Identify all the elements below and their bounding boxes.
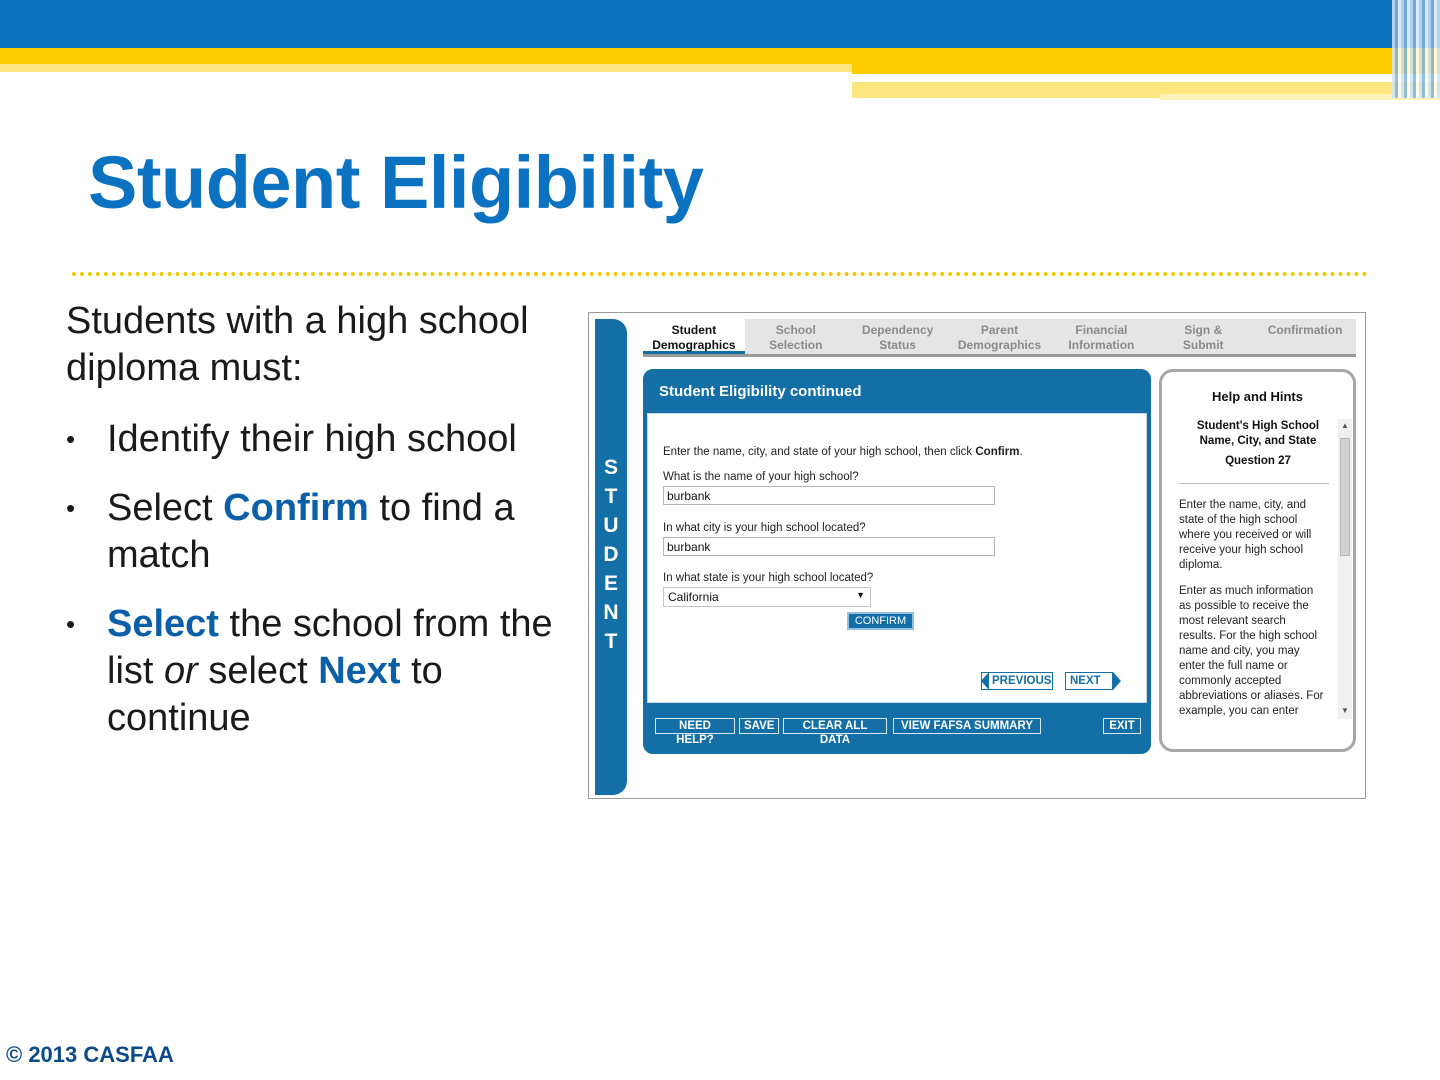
- student-label-letter: S: [603, 456, 618, 479]
- progress-step[interactable]: [1050, 319, 1152, 354]
- student-label-letter: T: [604, 630, 618, 653]
- progress-step-line1: Dependency: [861, 323, 934, 337]
- view-fafsa-summary-button[interactable]: VIEW FAFSA SUMMARY: [893, 718, 1041, 734]
- header-blue-band: [0, 0, 1440, 48]
- progress-step-line2: Submit: [1182, 338, 1224, 352]
- progress-steps: [643, 319, 1356, 357]
- instruction-suffix: .: [1019, 446, 1023, 458]
- student-label-letter: N: [603, 601, 619, 624]
- progress-step-line1: Parent: [980, 323, 1019, 337]
- progress-step-line1: Financial: [1075, 323, 1128, 337]
- fafsa-screenshot: [588, 312, 1366, 799]
- bullet-text: Select: [107, 487, 224, 529]
- clear-all-data-button[interactable]: CLEAR ALL DATA: [783, 718, 887, 734]
- help-paragraph-2: Enter as much information as possible to receive the most relevant search results. For the high school name and city, you may enter the full name or commonly accepted abbreviations or aliases. For example, you can enter: [1179, 585, 1324, 717]
- student-section-label: [595, 453, 627, 656]
- progress-step-line1: Student: [671, 323, 717, 337]
- progress-step-line2: Status: [879, 338, 916, 352]
- instruction-bold: Confirm: [975, 446, 1020, 458]
- state-select-value: California: [668, 590, 719, 604]
- bullet-text: the school from the list: [107, 603, 553, 692]
- help-subtitle: Student's High School Name, City, and State: [1196, 420, 1320, 447]
- header-white-line: [852, 76, 1332, 81]
- help-divider: [1179, 483, 1329, 484]
- help-title: Help and Hints: [1211, 389, 1303, 404]
- help-paragraph-1: Enter the name, city, and state of the high school where you received or will receive your high school diploma.: [1179, 499, 1312, 571]
- bullet-text: to continue: [107, 650, 443, 739]
- instruction-prefix: Enter the name, city, and state of your high school, then click: [663, 446, 976, 458]
- help-question-number: Question 27: [1225, 455, 1291, 467]
- progress-step-line1: Confirmation: [1267, 323, 1343, 337]
- bullet-list: [66, 416, 586, 764]
- student-label-letter: D: [603, 543, 619, 566]
- progress-step[interactable]: [1152, 319, 1254, 354]
- progress-step-line2: Demographics: [957, 338, 1042, 352]
- previous-button[interactable]: PREVIOUS: [981, 672, 1053, 690]
- next-button[interactable]: NEXT: [1065, 672, 1113, 690]
- bullet-text: select: [197, 650, 319, 692]
- scroll-down-icon[interactable]: ▼: [1341, 706, 1349, 715]
- progress-step-line2: Information: [1068, 338, 1135, 352]
- save-button[interactable]: SAVE: [739, 718, 779, 734]
- school-state-label: In what state is your high school located?: [663, 572, 874, 584]
- bullet-item: [66, 601, 586, 742]
- bullet-item: [66, 485, 586, 579]
- progress-step[interactable]: [643, 319, 745, 354]
- school-name-label: What is the name of your high school?: [663, 471, 859, 483]
- bullet-text: or: [164, 650, 198, 692]
- confirm-button[interactable]: CONFIRM: [847, 612, 914, 630]
- instruction-text: [663, 446, 1023, 458]
- header-yellow-band: [0, 48, 1440, 64]
- student-label-letter: T: [604, 485, 618, 508]
- scroll-up-icon[interactable]: ▲: [1341, 421, 1349, 430]
- header-stripes: [1392, 0, 1440, 98]
- exit-button[interactable]: EXIT: [1103, 718, 1141, 734]
- help-scrollbar-thumb[interactable]: [1340, 438, 1350, 556]
- progress-step-line1: Sign &: [1184, 323, 1223, 337]
- progress-step-line1: School: [775, 323, 816, 337]
- school-state-select[interactable]: [663, 587, 871, 607]
- student-label-letter: U: [603, 514, 619, 537]
- school-name-input[interactable]: [663, 486, 995, 505]
- panel-title: Student Eligibility continued: [659, 383, 862, 400]
- title-divider: [72, 272, 1368, 276]
- progress-step[interactable]: [745, 319, 847, 354]
- progress-step-line2: Selection: [769, 338, 823, 352]
- intro-text: Students with a high school diploma must:: [66, 300, 529, 389]
- copyright: © 2013 CASFAA: [6, 1042, 174, 1067]
- bullet-text: Select: [107, 603, 219, 645]
- bullet-text: Next: [318, 650, 401, 692]
- bullet-text: Confirm: [223, 487, 369, 529]
- chevron-down-icon: ▼: [856, 590, 865, 600]
- header-yellow-band-right: [852, 64, 1440, 74]
- progress-step-line2: Demographics: [652, 338, 736, 352]
- header-yellow-band-light: [0, 64, 852, 72]
- slide-title: Student Eligibility: [88, 141, 704, 224]
- progress-step[interactable]: [949, 319, 1051, 354]
- school-city-label: In what city is your high school located?: [663, 522, 866, 534]
- need-help-button[interactable]: NEED HELP?: [655, 718, 735, 734]
- progress-step[interactable]: [1254, 319, 1356, 354]
- bullet-text: to find a match: [107, 487, 515, 576]
- bullet-text: Identify their high school: [107, 418, 517, 460]
- bullet-item: [66, 416, 586, 463]
- progress-step[interactable]: [847, 319, 949, 354]
- school-city-input[interactable]: [663, 537, 995, 556]
- student-label-letter: E: [603, 572, 618, 595]
